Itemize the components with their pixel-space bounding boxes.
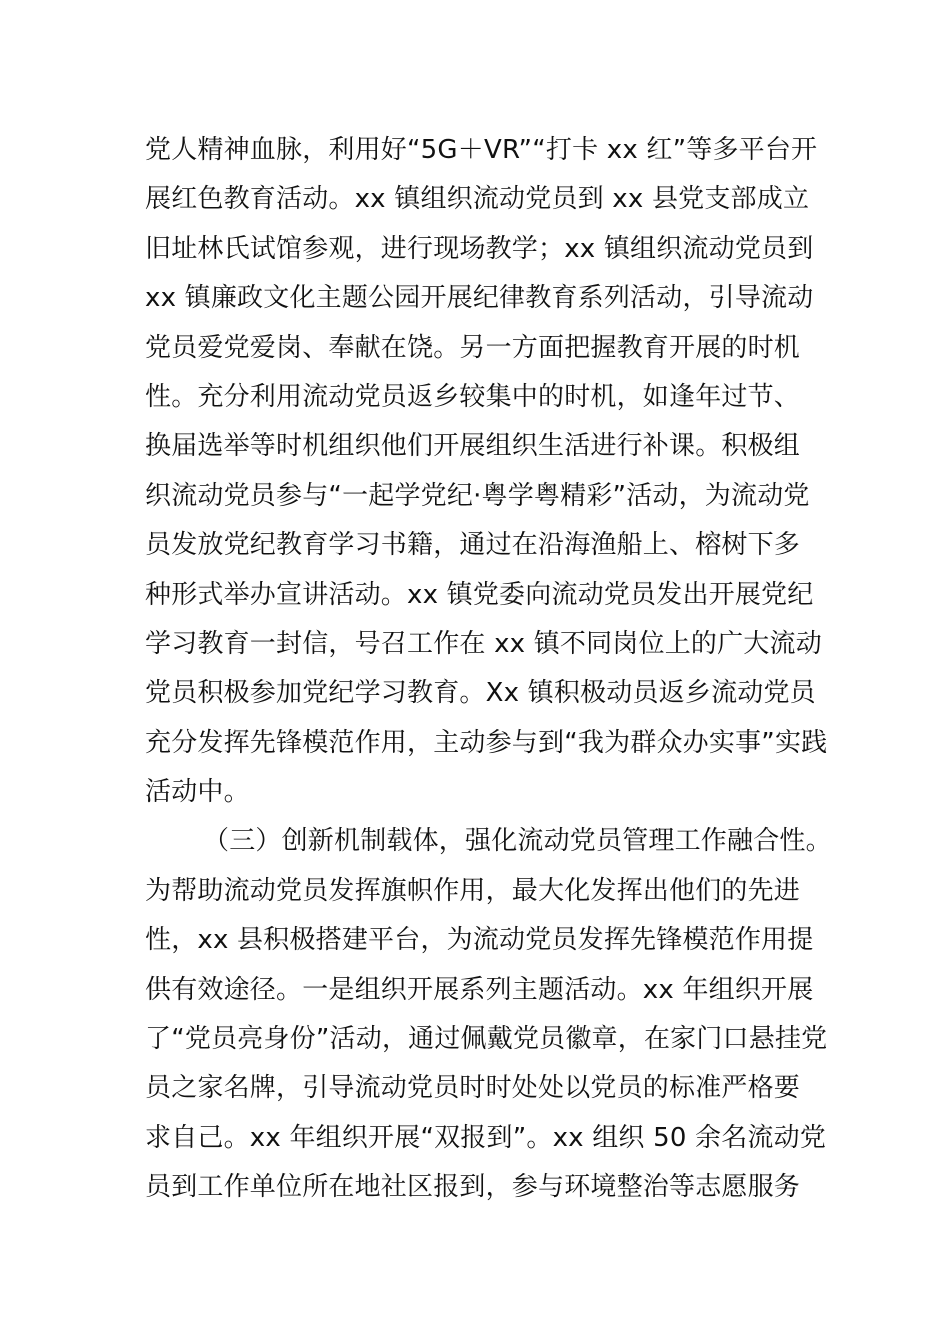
text-line: 换届选举等时机组织他们开展组织生活进行补课。积极组 bbox=[145, 431, 801, 462]
text-line: xx 镇廉政文化主题公园开展纪律教育系列活动，引导流动 bbox=[145, 283, 814, 314]
text-line: 为帮助流动党员发挥旗帜作用，最大化发挥出他们的先进 bbox=[145, 875, 801, 906]
text-line: 党人精神血脉，利用好“5G＋VR”“打卡 xx 红”等多平台开 bbox=[145, 135, 818, 165]
text-line: 学习教育一封信，号召工作在 xx 镇不同岗位上的广大流动 bbox=[145, 628, 822, 659]
text-line: 员之家名牌，引导流动党员时时处处以党员的标准严格要 bbox=[145, 1073, 801, 1104]
text-line: 种形式举办宣讲活动。xx 镇党委向流动党员发出开展党纪 bbox=[145, 579, 814, 610]
text-line: 性，xx 县积极搭建平台，为流动党员发挥先锋模范作用提 bbox=[145, 925, 814, 956]
text-line: 旧址林氏试馆参观，进行现场教学；xx 镇组织流动党员到 bbox=[145, 233, 814, 264]
text-line: 员到工作单位所在地社区报到，参与环境整治等志愿服务 bbox=[145, 1172, 801, 1203]
text-line: 充分发挥先锋模范作用，主动参与到“我为群众办实事”实践 bbox=[145, 727, 828, 758]
text-line: 织流动党员参与“一起学党纪·粤学粤精彩”活动，为流动党 bbox=[145, 480, 810, 511]
text-line: 活动中。 bbox=[145, 777, 250, 808]
text-line: 展红色教育活动。xx 镇组织流动党员到 xx 县党支部成立 bbox=[145, 184, 810, 215]
text-line: 党员积极参加党纪学习教育。Xx 镇积极动员返乡流动党员 bbox=[145, 678, 816, 709]
text-line: 员发放党纪教育学习书籍，通过在沿海渔船上、榕树下多 bbox=[145, 530, 801, 561]
text-line: 党员爱党爱岗、奉献在饶。另一方面把握教育开展的时机 bbox=[145, 332, 801, 363]
text-line: 供有效途径。一是组织开展系列主题活动。xx 年组织开展 bbox=[145, 974, 814, 1005]
text-line: 了“党员亮身份”活动，通过佩戴党员徽章，在家门口悬挂党 bbox=[145, 1024, 828, 1055]
text-line: 求自己。xx 年组织开展“双报到”。xx 组织 50 余名流动党 bbox=[145, 1122, 827, 1153]
text-line: 性。充分利用流动党员返乡较集中的时机，如逢年过节、 bbox=[145, 381, 801, 412]
document-body bbox=[145, 126, 832, 1213]
section-heading-line: （三）创新机制载体，强化流动党员管理工作融合性。 bbox=[203, 826, 832, 857]
